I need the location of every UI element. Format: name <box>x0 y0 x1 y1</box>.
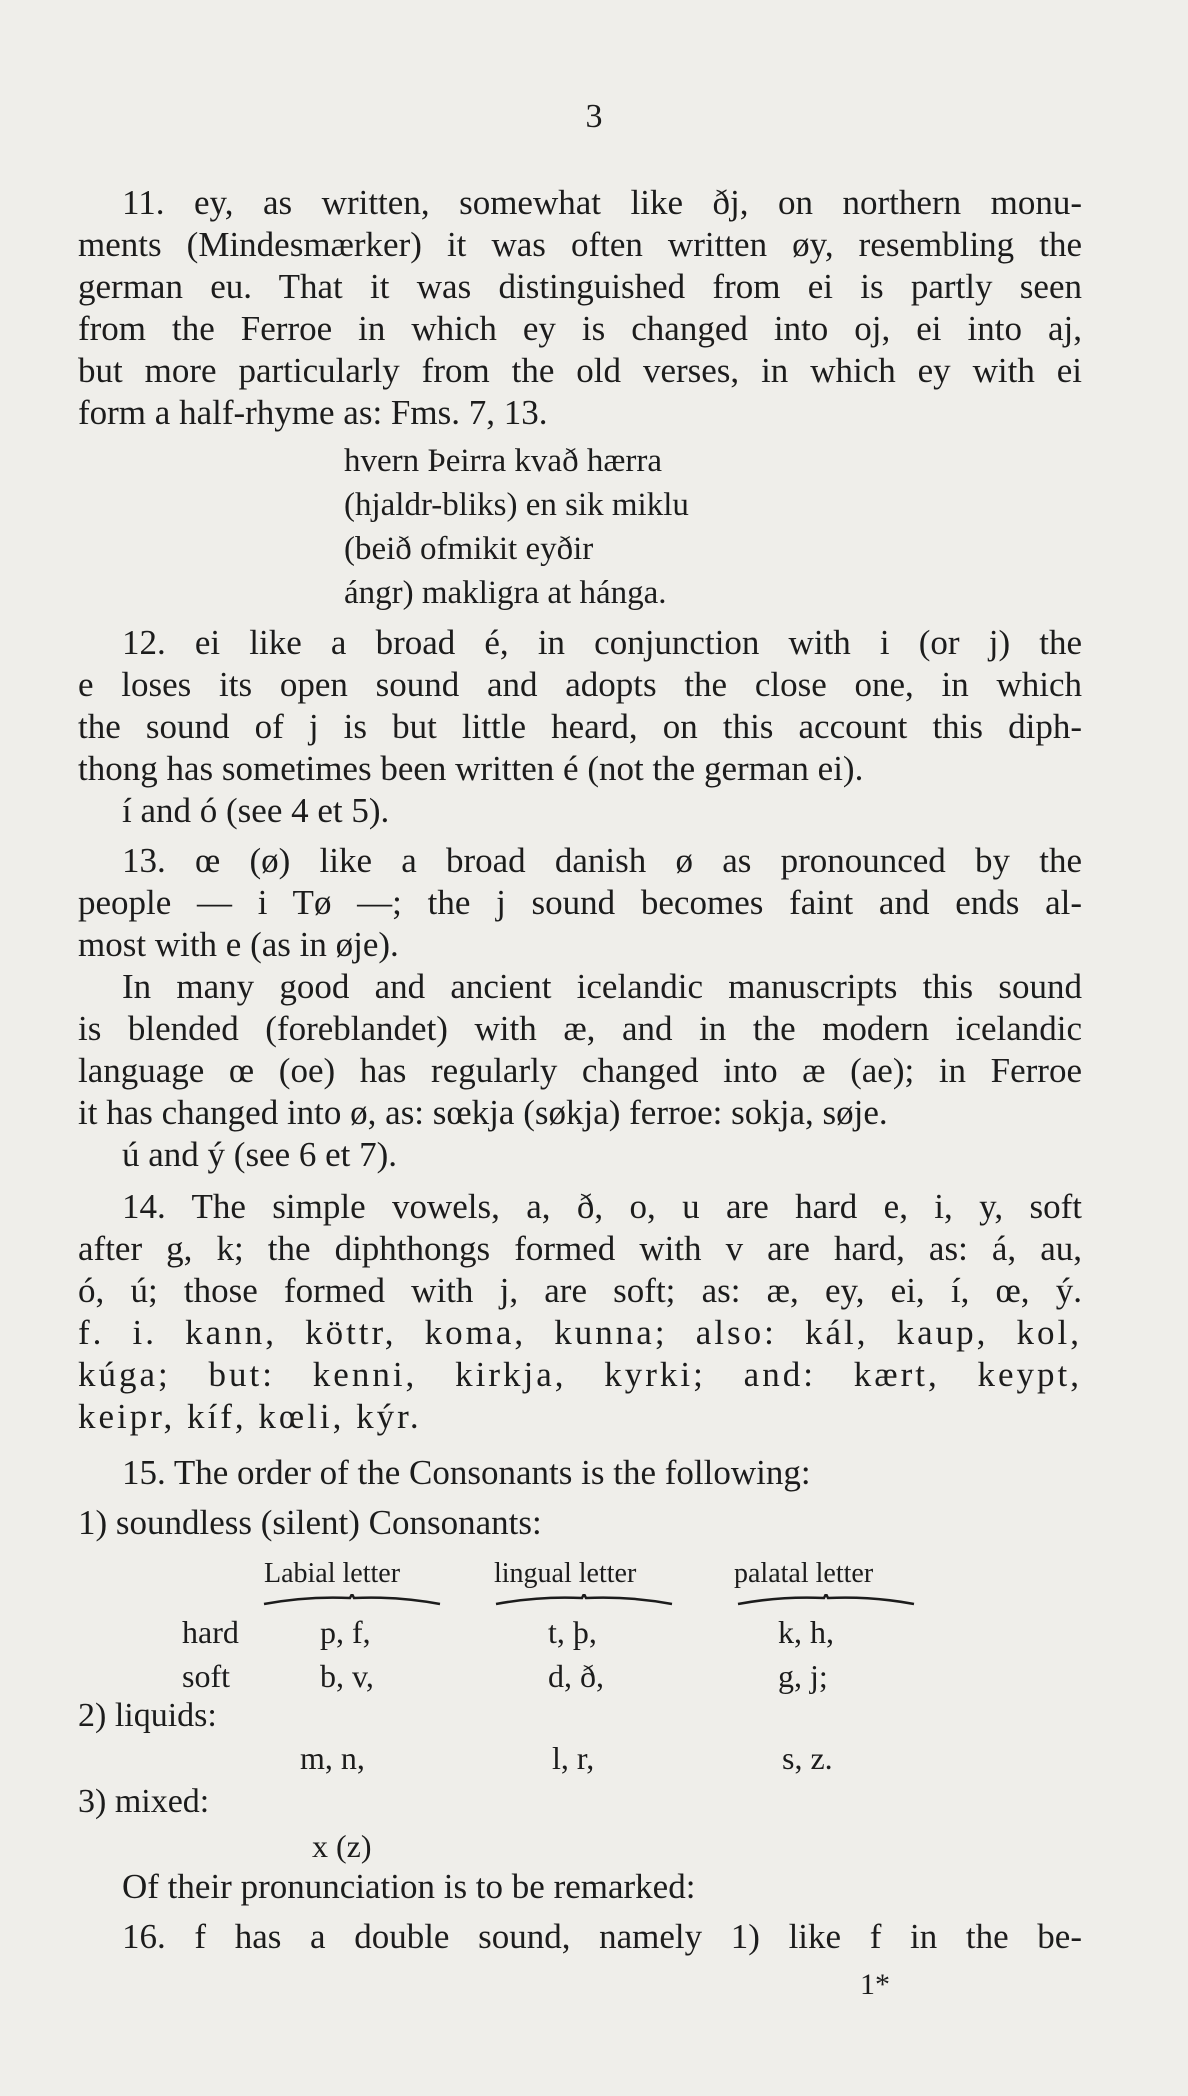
cell-soft-labial: b, v, <box>320 1658 374 1694</box>
p12-line-4: thong has sometimes been written é (not the german ei). <box>78 749 864 788</box>
cell-soft-palatal: g, j; <box>778 1658 828 1694</box>
liquids-label: 2) liquids: <box>78 1697 217 1734</box>
cell-hard-labial: p, f, <box>320 1614 371 1650</box>
cell-hard-lingual: t, þ, <box>548 1614 597 1650</box>
closing-line-1: Of their pronunciation is to be remarked: <box>122 1867 696 1906</box>
p11-line-5: but more particularly from the old verses, in which ey with ei <box>78 351 1082 390</box>
p14-line-1: 14. The simple vowels, a, ð, o, u are hard e, i, y, soft <box>122 1187 1082 1226</box>
cell-liquids-palatal: s, z. <box>782 1740 833 1776</box>
signature-mark: 1* <box>860 1968 890 2001</box>
p14-line-6: keipr, kíf, kœli, kýr. <box>78 1397 422 1436</box>
cell-mixed: x (z) <box>312 1828 372 1864</box>
p13-line-2: people — i Tø —; the j sound becomes faint and ends al- <box>78 883 1082 922</box>
p14-line-2: after g, k; the diphthongs formed with v are hard, as: á, au, <box>78 1229 1082 1268</box>
header-palatal: palatal letter <box>734 1558 874 1589</box>
cell-soft-lingual: d, ð, <box>548 1658 604 1694</box>
p13-line-3: most with e (as in øje). <box>78 925 399 964</box>
p15-line-1: 15. The order of the Consonants is the following: <box>122 1453 811 1492</box>
p12-line-2: e loses its open sound and adopts the close one, in which <box>78 665 1082 704</box>
p11-line-4: from the Ferroe in which ey is changed into oj, ei into aj, <box>78 309 1082 348</box>
p11-line-6: form a half-rhyme as: Fms. 7, 13. <box>78 393 548 432</box>
p11-line-2: ments (Mindesmærker) it was often written øy, resembling the <box>78 225 1082 264</box>
brace-palatal <box>736 1594 916 1608</box>
p12-line-1: 12. ei like a broad é, in conjunction with i (or j) the <box>122 623 1082 662</box>
p13-line-6: language œ (oe) has regularly changed into æ (ae); in Ferroe <box>78 1051 1082 1090</box>
p13-line-8: ú and ý (see 6 et 7). <box>122 1135 398 1174</box>
p11-line-3: german eu. That it was distinguished from ei is partly seen <box>78 267 1082 306</box>
header-lingual: lingual letter <box>494 1558 637 1589</box>
mixed-label: 3) mixed: <box>78 1783 210 1820</box>
cell-hard-palatal: k, h, <box>778 1614 834 1650</box>
p11-line-1: 11. ey, as written, somewhat like ðj, on northern monu- <box>122 183 1082 222</box>
p14-line-3: ó, ú; those formed with j, are soft; as: æ, ey, ei, í, œ, ý. <box>78 1271 1082 1310</box>
p12-line-3: the sound of j is but little heard, on this account this diph- <box>78 707 1082 746</box>
p14-line-5: kúga; but: kenni, kirkja, kyrki; and: kært, keypt, <box>78 1355 1082 1394</box>
p13-line-7: it has changed into ø, as: sœkja (søkja) ferroe: sokja, søje. <box>78 1093 888 1132</box>
brace-lingual <box>494 1594 674 1608</box>
p13-line-5: is blended (foreblandet) with æ, and in the modern icelandic <box>78 1009 1082 1048</box>
row-label-soft: soft <box>182 1658 230 1694</box>
header-labial: Labial letter <box>264 1558 401 1589</box>
verse-line-2: (hjaldr-bliks) en sik miklu <box>344 487 689 523</box>
cell-liquids-lingual: l, r, <box>552 1740 595 1776</box>
p14-line-4: f. i. kann, köttr, koma, kunna; also: kál, kaup, kol, <box>78 1313 1082 1352</box>
cell-liquids-labial: m, n, <box>300 1740 365 1776</box>
row-label-hard: hard <box>182 1614 239 1650</box>
p13-line-4: In many good and ancient icelandic manuscripts this sound <box>122 967 1082 1006</box>
verse-line-1: hvern Þeirra kvað hærra <box>344 443 662 479</box>
verse-line-4: ángr) makligra at hánga. <box>344 575 667 611</box>
verse-line-3: (beið ofmikit eyðir <box>344 531 594 567</box>
brace-labial <box>262 1594 442 1608</box>
p16-line-1: 16. f has a double sound, namely 1) like f in the be- <box>122 1917 1082 1956</box>
p15-line-2: 1) soundless (silent) Consonants: <box>78 1503 542 1542</box>
p13-line-1: 13. œ (ø) like a broad danish ø as pronounced by the <box>122 841 1082 880</box>
page-number: 3 <box>585 98 603 135</box>
p12-line-5: í and ó (see 4 et 5). <box>122 791 390 830</box>
